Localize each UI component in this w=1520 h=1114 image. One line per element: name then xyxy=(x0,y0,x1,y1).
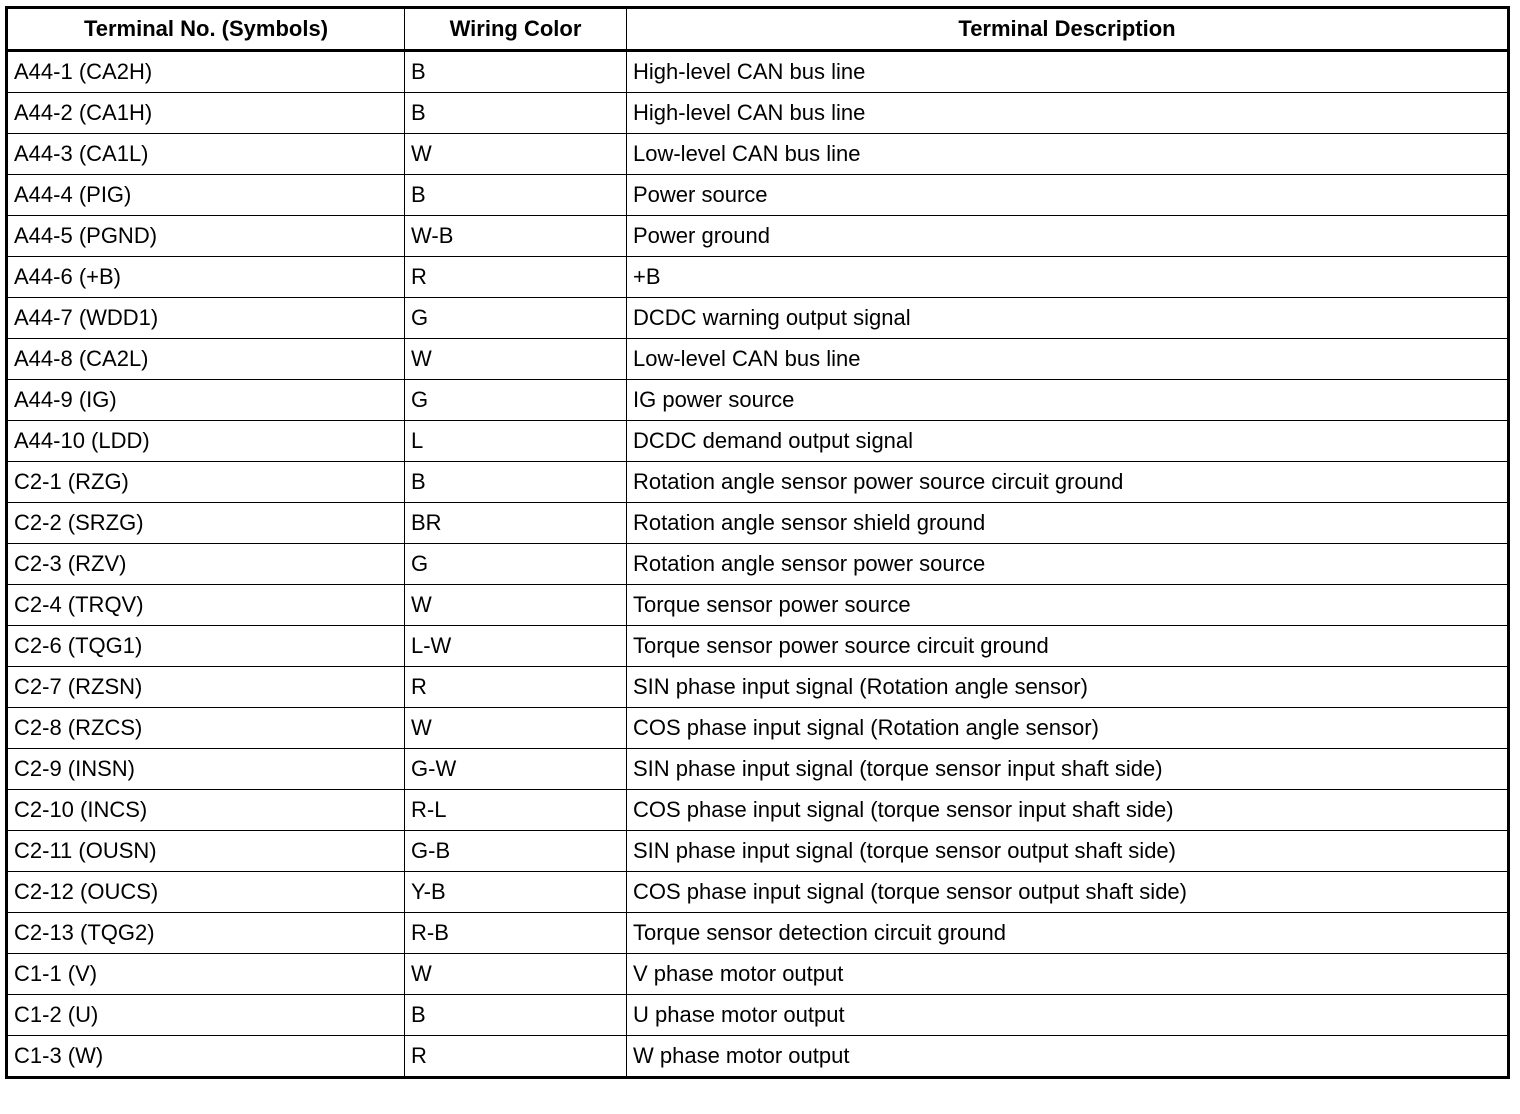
table-row xyxy=(7,1036,1509,1078)
description-cell: SIN phase input signal (torque sensor input shaft side) xyxy=(627,749,1509,790)
wiring-color-cell: R-B xyxy=(405,913,627,954)
wiring-color-cell: R-L xyxy=(405,790,627,831)
table-row xyxy=(7,544,1509,585)
description-cell: Low-level CAN bus line xyxy=(627,339,1509,380)
table-body xyxy=(7,51,1509,1078)
wiring-color-cell: W xyxy=(405,585,627,626)
description-cell: COS phase input signal (Rotation angle sensor) xyxy=(627,708,1509,749)
header-wiring-color: Wiring Color xyxy=(405,8,627,51)
terminal-cell: C2-13 (TQG2) xyxy=(7,913,405,954)
wiring-color-cell: L xyxy=(405,421,627,462)
description-cell: W phase motor output xyxy=(627,1036,1509,1078)
description-cell: IG power source xyxy=(627,380,1509,421)
description-cell: +B xyxy=(627,257,1509,298)
description-cell: Power ground xyxy=(627,216,1509,257)
table-row xyxy=(7,175,1509,216)
table-row xyxy=(7,93,1509,134)
description-cell: Rotation angle sensor power source xyxy=(627,544,1509,585)
description-cell: V phase motor output xyxy=(627,954,1509,995)
terminal-cell: A44-3 (CA1L) xyxy=(7,134,405,175)
terminal-table xyxy=(5,6,1510,1079)
description-cell: DCDC demand output signal xyxy=(627,421,1509,462)
terminal-cell: A44-9 (IG) xyxy=(7,380,405,421)
terminal-cell: C1-3 (W) xyxy=(7,1036,405,1078)
table-header xyxy=(7,8,1509,51)
terminal-cell: C2-3 (RZV) xyxy=(7,544,405,585)
wiring-color-cell: R xyxy=(405,257,627,298)
table-row xyxy=(7,790,1509,831)
wiring-color-cell: W xyxy=(405,708,627,749)
wiring-color-cell: W-B xyxy=(405,216,627,257)
terminal-cell: C2-2 (SRZG) xyxy=(7,503,405,544)
terminal-cell: C2-6 (TQG1) xyxy=(7,626,405,667)
description-cell: COS phase input signal (torque sensor output shaft side) xyxy=(627,872,1509,913)
description-cell: SIN phase input signal (torque sensor output shaft side) xyxy=(627,831,1509,872)
wiring-color-cell: G xyxy=(405,380,627,421)
terminal-cell: C2-4 (TRQV) xyxy=(7,585,405,626)
description-cell: High-level CAN bus line xyxy=(627,51,1509,93)
table-row xyxy=(7,585,1509,626)
description-cell: Rotation angle sensor shield ground xyxy=(627,503,1509,544)
wiring-color-cell: B xyxy=(405,462,627,503)
table-row xyxy=(7,421,1509,462)
terminal-cell: C1-1 (V) xyxy=(7,954,405,995)
terminal-cell: C2-10 (INCS) xyxy=(7,790,405,831)
wiring-color-cell: L-W xyxy=(405,626,627,667)
table-row xyxy=(7,216,1509,257)
description-cell: Torque sensor power source xyxy=(627,585,1509,626)
wiring-color-cell: W xyxy=(405,339,627,380)
table-row xyxy=(7,749,1509,790)
table-row xyxy=(7,831,1509,872)
wiring-color-cell: B xyxy=(405,51,627,93)
terminal-cell: A44-6 (+B) xyxy=(7,257,405,298)
table-row xyxy=(7,462,1509,503)
terminal-cell: C2-1 (RZG) xyxy=(7,462,405,503)
description-cell: Torque sensor detection circuit ground xyxy=(627,913,1509,954)
wiring-color-cell: R xyxy=(405,667,627,708)
wiring-color-cell: G-B xyxy=(405,831,627,872)
description-cell: COS phase input signal (torque sensor input shaft side) xyxy=(627,790,1509,831)
terminal-cell: A44-4 (PIG) xyxy=(7,175,405,216)
wiring-color-cell: BR xyxy=(405,503,627,544)
table-row xyxy=(7,298,1509,339)
terminal-cell: A44-10 (LDD) xyxy=(7,421,405,462)
wiring-color-cell: R xyxy=(405,1036,627,1078)
table-row xyxy=(7,339,1509,380)
description-cell: Torque sensor power source circuit ground xyxy=(627,626,1509,667)
terminal-cell: A44-5 (PGND) xyxy=(7,216,405,257)
table-row xyxy=(7,503,1509,544)
table-row xyxy=(7,257,1509,298)
table-row xyxy=(7,913,1509,954)
terminal-cell: A44-8 (CA2L) xyxy=(7,339,405,380)
terminal-cell: C2-11 (OUSN) xyxy=(7,831,405,872)
wiring-color-cell: G xyxy=(405,298,627,339)
terminal-cell: C2-9 (INSN) xyxy=(7,749,405,790)
table-row xyxy=(7,380,1509,421)
terminal-cell: A44-2 (CA1H) xyxy=(7,93,405,134)
description-cell: Power source xyxy=(627,175,1509,216)
table-row xyxy=(7,51,1509,93)
wiring-color-cell: G-W xyxy=(405,749,627,790)
table-row xyxy=(7,626,1509,667)
table-row xyxy=(7,995,1509,1036)
wiring-color-cell: G xyxy=(405,544,627,585)
description-cell: SIN phase input signal (Rotation angle sensor) xyxy=(627,667,1509,708)
terminal-cell: C1-2 (U) xyxy=(7,995,405,1036)
terminal-cell: C2-12 (OUCS) xyxy=(7,872,405,913)
wiring-color-cell: Y-B xyxy=(405,872,627,913)
header-description: Terminal Description xyxy=(627,8,1509,51)
header-row xyxy=(7,8,1509,51)
description-cell: DCDC warning output signal xyxy=(627,298,1509,339)
description-cell: High-level CAN bus line xyxy=(627,93,1509,134)
header-terminal: Terminal No. (Symbols) xyxy=(7,8,405,51)
table-row xyxy=(7,708,1509,749)
table-row xyxy=(7,954,1509,995)
description-cell: U phase motor output xyxy=(627,995,1509,1036)
table-row xyxy=(7,134,1509,175)
wiring-color-cell: B xyxy=(405,995,627,1036)
wiring-color-cell: B xyxy=(405,175,627,216)
terminal-cell: C2-8 (RZCS) xyxy=(7,708,405,749)
terminal-cell: A44-1 (CA2H) xyxy=(7,51,405,93)
wiring-color-cell: B xyxy=(405,93,627,134)
description-cell: Low-level CAN bus line xyxy=(627,134,1509,175)
description-cell: Rotation angle sensor power source circuit ground xyxy=(627,462,1509,503)
table-row xyxy=(7,872,1509,913)
terminal-cell: A44-7 (WDD1) xyxy=(7,298,405,339)
wiring-color-cell: W xyxy=(405,954,627,995)
terminal-cell: C2-7 (RZSN) xyxy=(7,667,405,708)
wiring-color-cell: W xyxy=(405,134,627,175)
table-row xyxy=(7,667,1509,708)
